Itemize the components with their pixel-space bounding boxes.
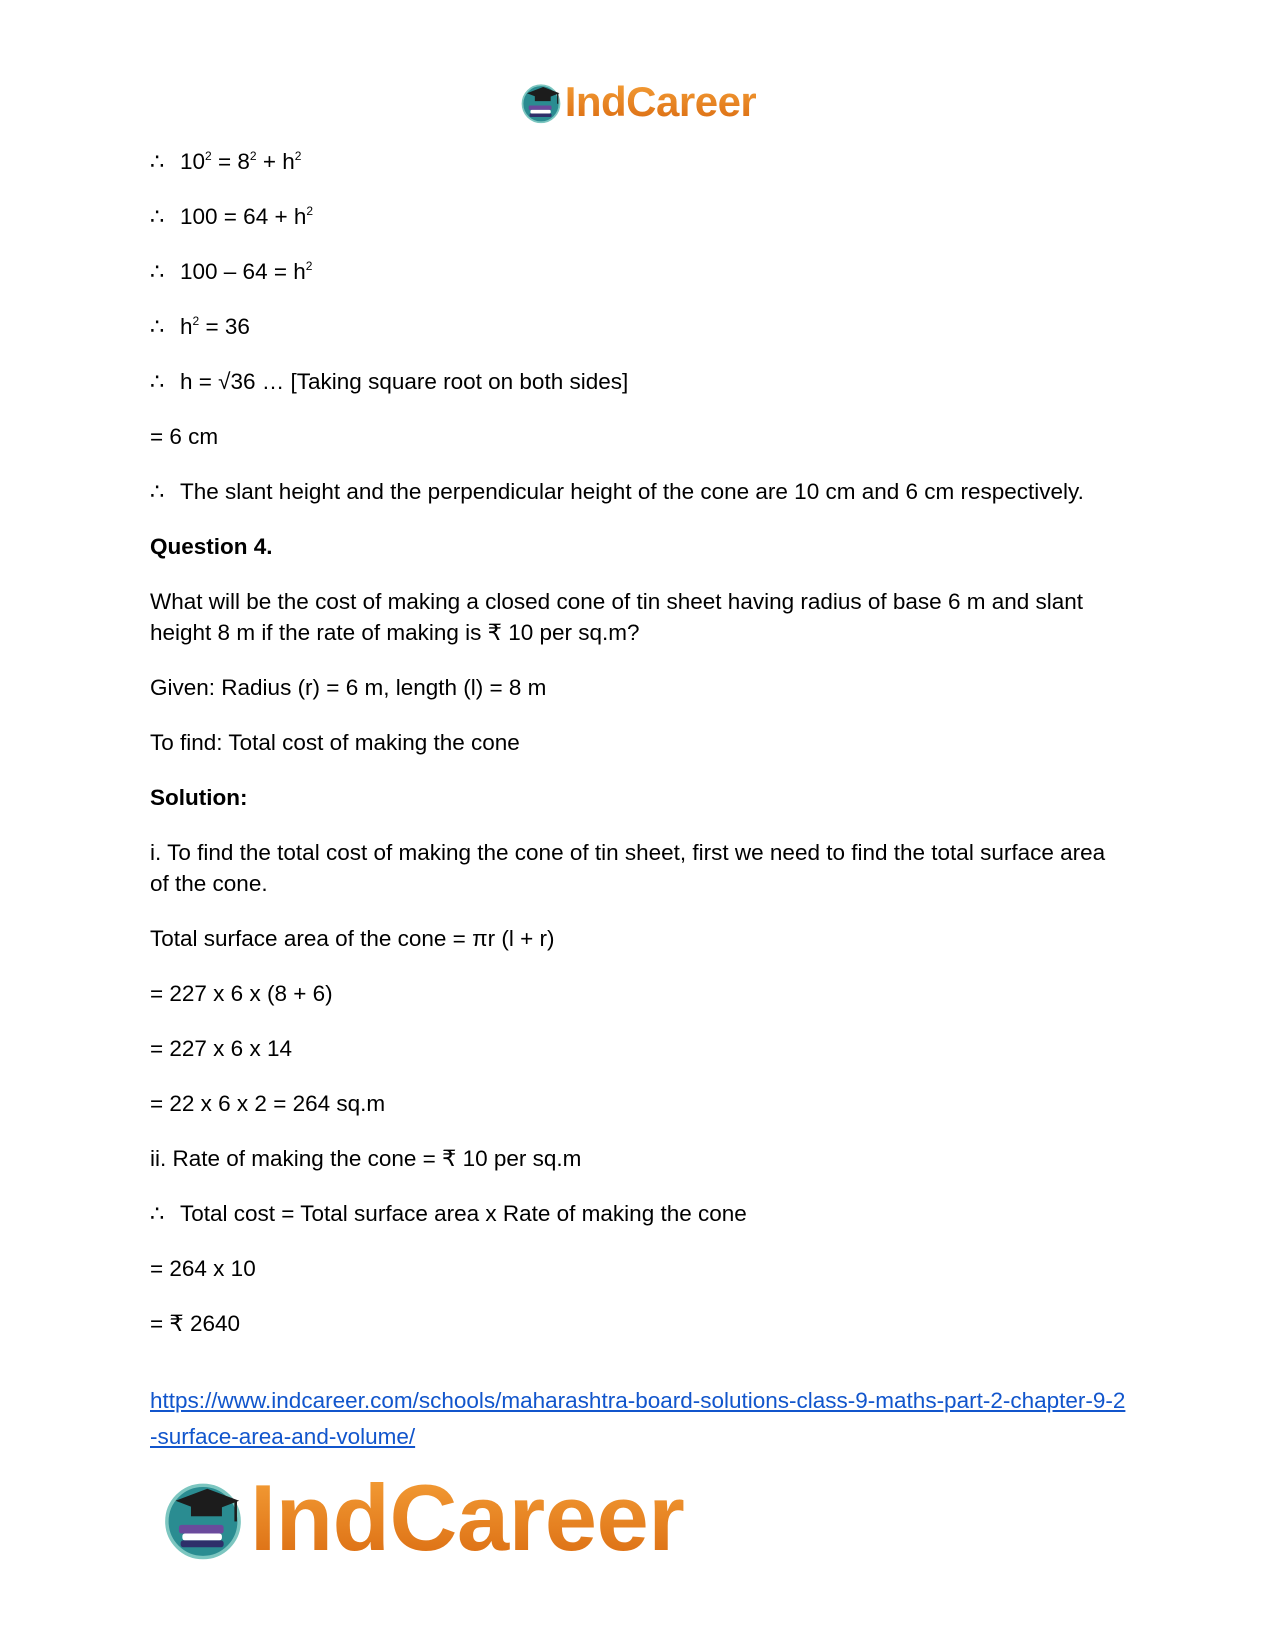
solution-step: ii. Rate of making the cone = ₹ 10 per sq.m (150, 1146, 582, 1171)
equation-line: = 6 cm (150, 424, 219, 449)
logo-text: IndCareer (250, 1465, 685, 1570)
to-find-line: To find: Total cost of making the cone (150, 730, 520, 755)
therefore-symbol: ∴ (150, 149, 165, 174)
question-text: What will be the cost of making a closed cone of tin sheet having radius of base 6 m and slant height 8 m if the rate of making is ₹ 10 per sq.m? (150, 589, 1084, 645)
document-body (150, 146, 1130, 1363)
source-link[interactable]: https://www.indcareer.com/schools/maharashtra-board-solutions-class-9-maths-part-2-chapter-9-2-surface-area-and-volume/ (150, 1388, 1126, 1449)
calculation-line: = 264 x 10 (150, 1256, 256, 1281)
question-heading: Question 4. (150, 534, 273, 559)
calculation-line: = 227 x 6 x 14 (150, 1036, 292, 1061)
therefore-symbol: ∴ (150, 479, 165, 504)
equation-line: ∴ h = √36 … [Taking square root on both sides] (150, 366, 1130, 397)
therefore-symbol: ∴ (150, 204, 165, 229)
graduation-globe-icon (160, 1475, 246, 1561)
equation-line: ∴ $h^2 = 36$ (150, 311, 1130, 342)
formula-line: Total surface area of the cone = πr (l + r) (150, 926, 555, 951)
solution-step: i. To find the total cost of making the cone of tin sheet, first we need to find the total surface area of the cone. (150, 840, 1106, 896)
therefore-symbol: ∴ (150, 369, 165, 394)
calculation-line: = 227 x 6 x (8 + 6) (150, 981, 333, 1006)
therefore-symbol: ∴ (150, 1201, 165, 1226)
therefore-symbol: ∴ (150, 314, 165, 339)
calculation-line: = 22 x 6 x 2 = 264 sq.m (150, 1091, 386, 1116)
equation-line: ∴ $10^2 = 8^2 + h^2$ (150, 146, 1130, 177)
solution-heading: Solution: (150, 785, 248, 810)
conclusion-line: ∴ The slant height and the perpendicular height of the cone are 10 cm and 6 cm respectively. (150, 476, 1130, 507)
logo-text: IndCareer (564, 78, 757, 125)
equation-line: ∴ $100 = 64 + h^2$ (150, 201, 1130, 232)
equation-line: ∴ $100 - 64 = h^2$ (150, 256, 1130, 287)
therefore-symbol: ∴ (150, 259, 165, 284)
given-line: Given: Radius (r) = 6 m, length (l) = 8 m (150, 675, 547, 700)
total-cost-line: ∴ Total cost = Total surface area x Rate of making the cone (150, 1198, 1130, 1229)
answer-line: = ₹ 2640 (150, 1311, 241, 1336)
graduation-globe-icon (519, 80, 563, 124)
header-logo (0, 78, 1275, 126)
footer-logo (160, 1464, 684, 1572)
